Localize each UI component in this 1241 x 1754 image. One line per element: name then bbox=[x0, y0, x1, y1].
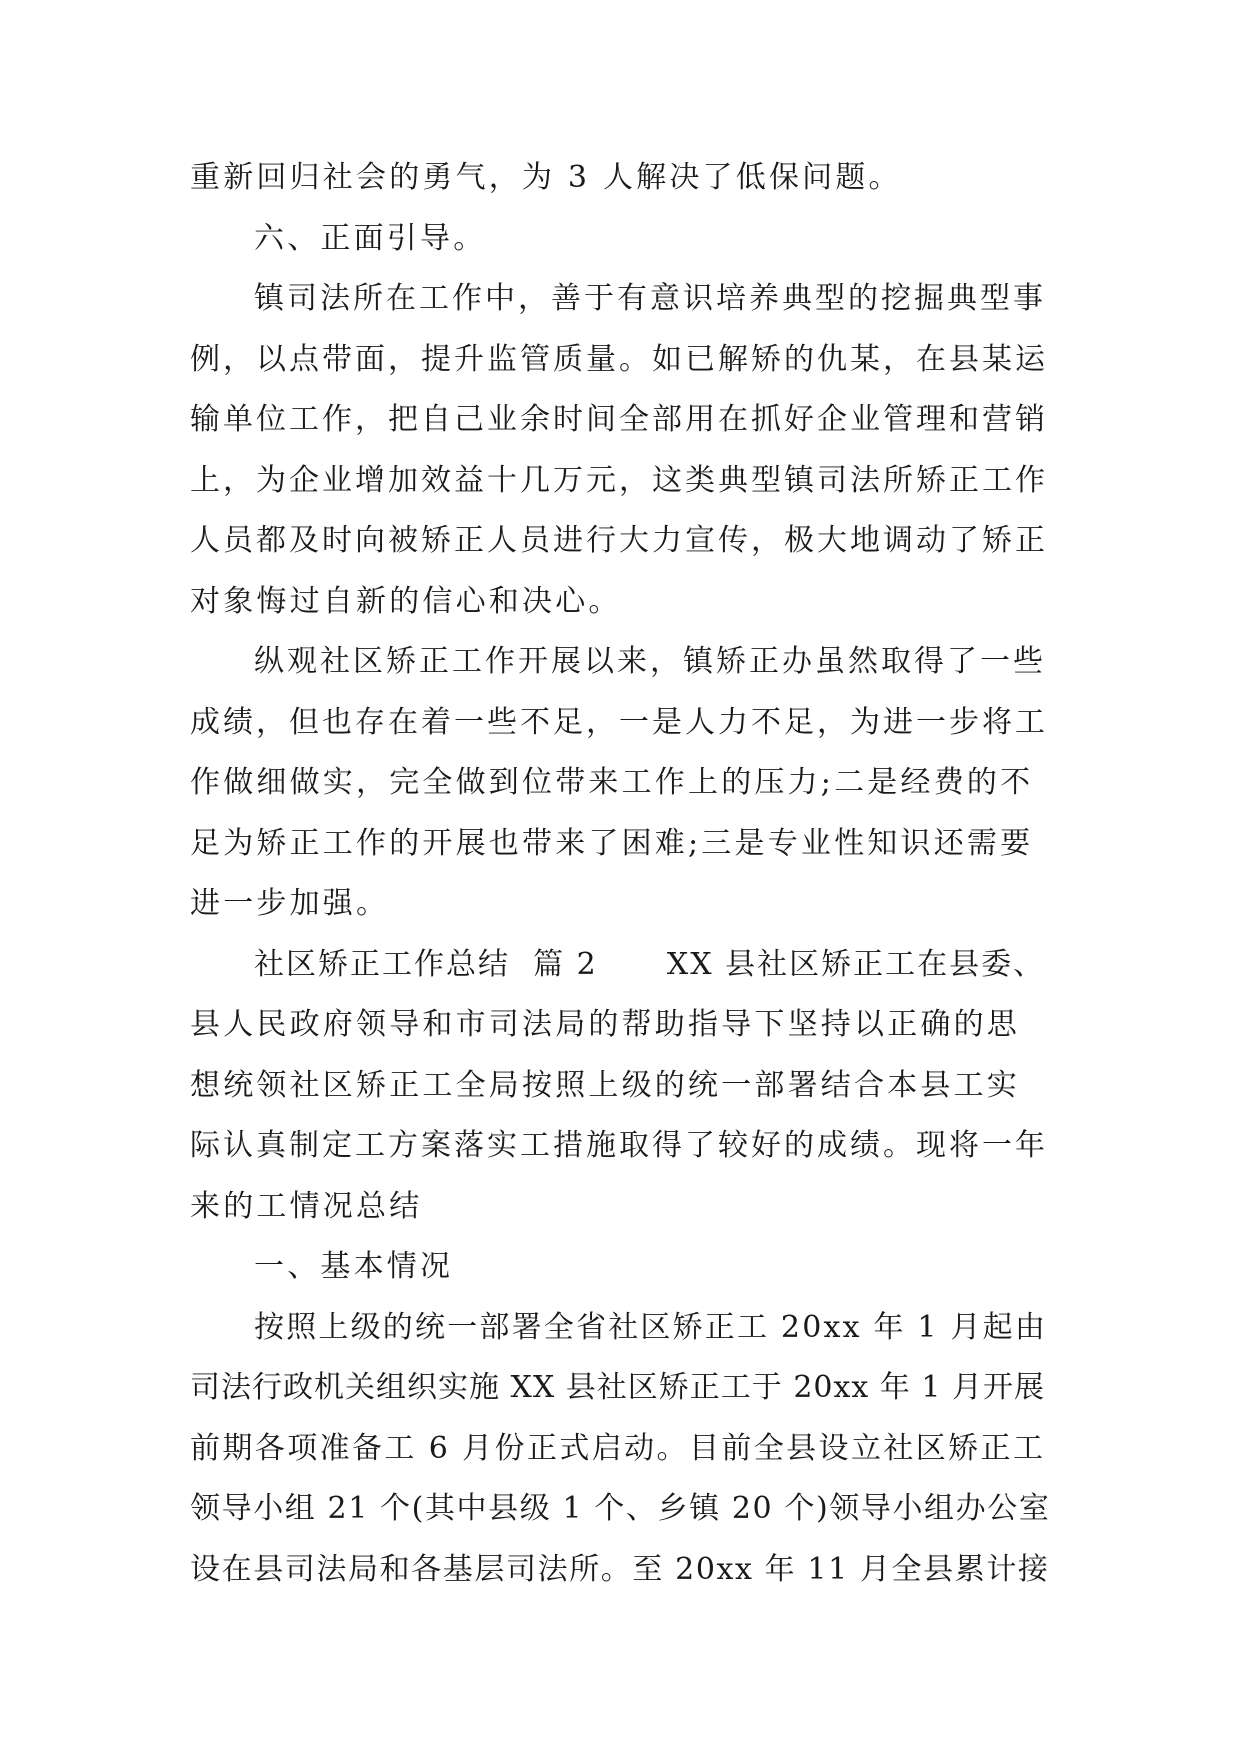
text-line: 作做细做实，完全做到位带来工作上的压力;二是经费的不 bbox=[190, 765, 1034, 800]
text-line: 想统领社区矫正工全局按照上级的统一部署结合本县工实 bbox=[190, 1067, 1020, 1103]
text-line: 成绩，但也存在着一些不足，一是人力不足，为进一步将工 bbox=[190, 704, 1048, 740]
text-line: 镇司法所在工作中，善于有意识培养典型的挖掘典型事 bbox=[254, 281, 1046, 316]
text-line: 人员都及时向被矫正人员进行大力宣传，极大地调动了矫正 bbox=[190, 523, 1048, 558]
text-line: 进一步加强。 bbox=[190, 886, 390, 921]
text-line: 前期各项准备工 6 月份正式启动。目前全县设立社区矫正工 bbox=[190, 1430, 1046, 1466]
text-line: 纵观社区矫正工作开展以来，镇矫正办虽然取得了一些 bbox=[254, 644, 1046, 679]
text-line: 司法行政机关组织实施 XX 县社区矫正工于 20xx 年 1 月开展 bbox=[190, 1370, 1046, 1405]
text-line: 输单位工作，把自己业余时间全部用在抓好企业管理和营销 bbox=[190, 402, 1048, 437]
text-line: 领导小组 21 个(其中县级 1 个、乡镇 20 个)领导小组办公室 bbox=[190, 1491, 1051, 1526]
text-line: 足为矫正工作的开展也带来了困难;三是专业性知识还需要 bbox=[190, 825, 1034, 861]
text-line: 来的工情况总结 bbox=[190, 1188, 423, 1224]
text-line: 例，以点带面，提升监管质量。如已解矫的仇某，在县某运 bbox=[190, 341, 1048, 377]
text-line: 一、基本情况 bbox=[254, 1249, 454, 1284]
text-line: 设在县司法局和各基层司法所。至 20xx 年 11 月全县累计接 bbox=[190, 1551, 1050, 1587]
text-line: 按照上级的统一部署全省社区矫正工 20xx 年 1 月起由 bbox=[254, 1309, 1048, 1345]
text-line: 对象悔过自新的信心和决心。 bbox=[190, 583, 622, 619]
text-line: 际认真制定工方案落实工措施取得了较好的成绩。现将一年 bbox=[190, 1128, 1048, 1163]
text-line: 六、正面引导。 bbox=[254, 220, 487, 256]
text-line: 重新回归社会的勇气，为 3 人解决了低保问题。 bbox=[190, 160, 902, 195]
text-line: 社区矫正工作总结 篇 2 XX 县社区矫正工在县委、 bbox=[254, 946, 1046, 982]
text-line: 上，为企业增加效益十几万元，这类典型镇司法所矫正工作 bbox=[190, 462, 1048, 498]
text-line: 县人民政府领导和市司法局的帮助指导下坚持以正确的思 bbox=[190, 1007, 1020, 1042]
document-body bbox=[190, 148, 1050, 1600]
